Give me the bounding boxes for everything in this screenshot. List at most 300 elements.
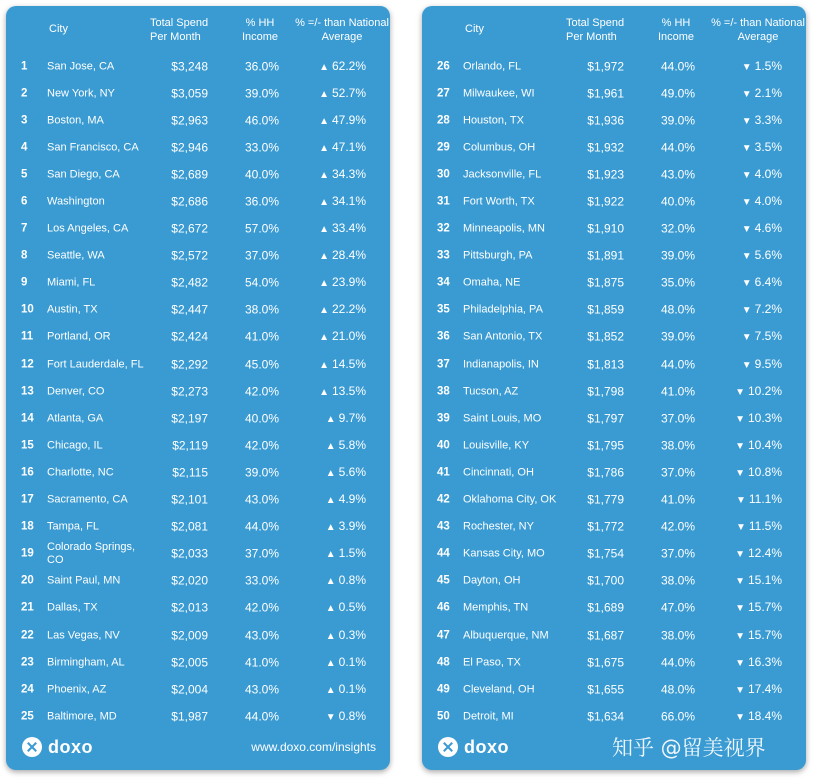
national-average-cell	[712, 439, 782, 453]
table-row	[422, 243, 806, 270]
national-average-cell	[296, 574, 366, 588]
income-cell: 40.0%	[244, 411, 279, 426]
spend-cell: $1,634	[587, 709, 624, 724]
average-value: 11.5%	[748, 519, 782, 534]
table-body	[6, 53, 390, 730]
city-cell: Phoenix, AZ	[47, 683, 107, 696]
city-cell: Rochester, NY	[463, 520, 534, 533]
rank-cell: 13	[21, 385, 34, 398]
rank-cell: 23	[21, 656, 34, 669]
table-row	[6, 541, 390, 568]
triangle-down-icon: ▼	[741, 115, 752, 127]
spend-cell: $1,779	[587, 492, 624, 507]
average-value: 0.8%	[338, 573, 366, 588]
table-body	[422, 53, 806, 730]
rank-cell: 20	[21, 574, 34, 587]
rank-cell: 22	[21, 629, 34, 642]
income-cell: 35.0%	[660, 275, 695, 290]
spend-cell: $2,482	[171, 275, 208, 290]
rank-cell: 34	[437, 276, 450, 289]
city-cell: Detroit, MI	[463, 710, 514, 723]
city-cell: Miami, FL	[47, 276, 96, 289]
national-average-cell	[712, 520, 782, 534]
national-average-cell	[712, 683, 782, 697]
average-value: 34.1%	[331, 194, 366, 209]
city-cell: Fort Worth, TX	[463, 195, 535, 208]
average-value: 0.1%	[338, 681, 366, 696]
rank-cell: 10	[21, 303, 34, 316]
income-cell: 48.0%	[660, 302, 695, 317]
national-average-cell	[296, 195, 366, 209]
city-cell: Portland, OR	[47, 330, 111, 343]
table-row	[422, 161, 806, 188]
rank-cell: 46	[437, 601, 450, 614]
rank-cell: 25	[21, 710, 34, 723]
average-value: 3.3%	[754, 112, 782, 127]
income-cell: 37.0%	[660, 465, 695, 480]
average-value: 4.0%	[754, 194, 782, 209]
table-row	[6, 216, 390, 243]
national-average-cell	[712, 330, 782, 344]
triangle-down-icon: ▼	[325, 711, 336, 723]
income-cell: 42.0%	[660, 519, 695, 534]
average-value: 52.7%	[331, 85, 366, 100]
triangle-down-icon: ▼	[741, 197, 752, 209]
header-city: City	[49, 23, 68, 35]
income-cell: 39.0%	[244, 465, 279, 480]
spend-cell: $1,786	[587, 465, 624, 480]
rank-cell: 42	[437, 493, 450, 506]
spend-cell: $2,119	[172, 438, 208, 453]
average-value: 9.7%	[338, 410, 366, 425]
average-value: 12.4%	[747, 546, 782, 561]
average-value: 10.2%	[747, 383, 782, 398]
national-average-cell	[296, 358, 366, 372]
city-cell: Baltimore, MD	[47, 710, 117, 723]
income-cell: 48.0%	[660, 682, 695, 697]
spend-cell: $1,972	[587, 59, 624, 74]
rank-cell: 21	[21, 601, 34, 614]
income-cell: 39.0%	[244, 86, 279, 101]
national-average-cell	[296, 493, 366, 507]
national-average-cell	[296, 466, 366, 480]
city-cell: Cincinnati, OH	[463, 466, 534, 479]
triangle-up-icon: ▲	[319, 386, 329, 398]
national-average-cell	[296, 114, 366, 128]
rank-cell: 12	[21, 358, 34, 371]
spend-cell: $2,197	[171, 411, 208, 426]
national-average-cell	[712, 114, 782, 128]
triangle-up-icon: ▲	[319, 332, 329, 344]
city-cell: Boston, MA	[47, 114, 104, 127]
average-value: 34.3%	[331, 166, 366, 181]
city-cell: San Antonio, TX	[463, 330, 543, 343]
national-average-cell	[296, 412, 366, 426]
triangle-down-icon: ▼	[735, 386, 745, 398]
doxo-logo	[22, 736, 93, 758]
triangle-down-icon: ▼	[735, 413, 745, 425]
national-average-cell	[296, 330, 366, 344]
national-average-cell	[296, 87, 366, 101]
table-row	[422, 405, 806, 432]
triangle-down-icon: ▼	[741, 224, 752, 236]
spend-cell: $2,963	[171, 113, 208, 128]
rank-cell: 17	[21, 493, 34, 506]
rank-cell: 47	[437, 629, 450, 642]
table-row	[6, 243, 390, 270]
average-value: 1.5%	[754, 58, 782, 73]
income-cell: 43.0%	[244, 492, 279, 507]
rank-cell: 27	[437, 87, 450, 100]
rank-cell: 31	[437, 195, 450, 208]
table-row	[6, 53, 390, 80]
city-cell: Saint Paul, MN	[47, 574, 121, 587]
triangle-up-icon: ▲	[325, 603, 336, 615]
table-header	[6, 16, 390, 52]
city-cell: Omaha, NE	[463, 276, 521, 289]
rank-cell: 8	[21, 249, 28, 262]
triangle-up-icon: ▲	[319, 278, 329, 290]
income-cell: 44.0%	[660, 655, 695, 670]
spend-cell: $1,795	[587, 438, 624, 453]
city-cell: San Diego, CA	[47, 168, 120, 181]
income-cell: 43.0%	[244, 682, 279, 697]
income-cell: 42.0%	[244, 438, 279, 453]
spend-cell: $1,798	[587, 384, 624, 399]
city-cell: Pittsburgh, PA	[463, 249, 533, 262]
city-cell: Columbus, OH	[463, 141, 536, 154]
national-average-cell	[296, 683, 366, 697]
national-average-cell	[712, 656, 782, 670]
income-cell: 42.0%	[244, 600, 279, 615]
triangle-up-icon: ▲	[325, 576, 336, 588]
header-national-average: % =/- than National Average	[711, 17, 805, 43]
income-cell: 42.0%	[244, 384, 279, 399]
income-cell: 33.0%	[244, 140, 279, 155]
table-row	[6, 676, 390, 703]
national-average-cell	[712, 412, 782, 426]
city-cell: Dayton, OH	[463, 574, 521, 587]
spend-cell: $2,672	[171, 221, 208, 236]
average-value: 21.0%	[331, 329, 366, 344]
rank-cell: 45	[437, 574, 450, 587]
rank-cell: 26	[437, 60, 450, 73]
national-average-cell	[296, 168, 366, 182]
spend-cell: $1,813	[587, 357, 624, 372]
spend-cell: $1,936	[587, 113, 624, 128]
city-cell: Denver, CO	[47, 385, 105, 398]
spend-cell: $1,932	[587, 140, 624, 155]
city-cell: Las Vegas, NV	[47, 629, 120, 642]
income-cell: 39.0%	[660, 329, 695, 344]
national-average-cell	[712, 195, 782, 209]
header-total-spend: Total Spend Per Month	[566, 17, 625, 43]
city-cell: Chicago, IL	[47, 439, 103, 452]
city-cell: Los Angeles, CA	[47, 222, 129, 235]
triangle-down-icon: ▼	[735, 495, 746, 507]
average-value: 3.5%	[754, 139, 782, 154]
rank-cell: 28	[437, 114, 450, 127]
average-value: 5.8%	[338, 437, 366, 452]
national-average-cell	[296, 629, 366, 643]
table-row	[6, 405, 390, 432]
city-cell: Tampa, FL	[47, 520, 99, 533]
triangle-down-icon: ▼	[741, 305, 752, 317]
average-value: 5.6%	[754, 248, 782, 263]
spend-cell: $2,033	[171, 546, 208, 561]
income-cell: 40.0%	[244, 167, 279, 182]
rank-cell: 39	[437, 412, 450, 425]
spend-cell: $2,273	[171, 384, 208, 399]
triangle-up-icon: ▲	[325, 467, 336, 479]
city-cell: San Jose, CA	[47, 60, 115, 73]
rank-cell: 30	[437, 168, 450, 181]
spend-cell: $2,424	[171, 329, 208, 344]
average-value: 33.4%	[331, 221, 366, 236]
income-cell: 33.0%	[244, 573, 279, 588]
average-value: 13.5%	[331, 383, 366, 398]
rank-cell: 35	[437, 303, 450, 316]
spend-cell: $1,655	[587, 682, 624, 697]
table-row	[6, 351, 390, 378]
rank-cell: 2	[21, 87, 28, 100]
rank-cell: 14	[21, 412, 34, 425]
table-row	[6, 324, 390, 351]
national-average-cell	[296, 656, 366, 670]
average-value: 3.9%	[338, 519, 366, 534]
rank-cell: 40	[437, 439, 450, 452]
city-cell: Sacramento, CA	[47, 493, 128, 506]
rank-cell: 49	[437, 683, 450, 696]
triangle-down-icon: ▼	[741, 278, 752, 290]
average-value: 22.2%	[331, 302, 366, 317]
spend-cell: $2,115	[172, 465, 208, 480]
table-row	[422, 487, 806, 514]
city-cell: Milwaukee, WI	[463, 87, 535, 100]
spend-cell: $2,946	[171, 140, 208, 155]
table-row	[6, 188, 390, 215]
table-row	[422, 324, 806, 351]
rank-cell: 9	[21, 276, 28, 289]
spend-cell: $1,875	[587, 275, 624, 290]
header-hh-income: % HH Income	[657, 17, 695, 43]
national-average-cell	[712, 60, 782, 74]
income-cell: 37.0%	[244, 546, 279, 561]
spend-cell: $2,081	[171, 519, 208, 534]
city-cell: Austin, TX	[47, 303, 98, 316]
table-row	[422, 514, 806, 541]
national-average-cell	[296, 547, 366, 561]
table-row	[422, 378, 806, 405]
income-cell: 32.0%	[660, 221, 695, 236]
table-row	[422, 676, 806, 703]
average-value: 6.4%	[754, 275, 782, 290]
city-cell: Orlando, FL	[463, 60, 522, 73]
table-row	[6, 487, 390, 514]
table-row	[6, 297, 390, 324]
rank-cell: 6	[21, 195, 28, 208]
national-average-cell	[712, 303, 782, 317]
spend-cell: $2,013	[171, 600, 208, 615]
watermark: 知乎 @留美视界	[612, 736, 766, 760]
rank-cell: 7	[21, 222, 28, 235]
income-cell: 38.0%	[660, 438, 695, 453]
triangle-up-icon: ▲	[325, 495, 336, 507]
national-average-cell	[712, 547, 782, 561]
spend-cell: $3,248	[171, 59, 208, 74]
income-cell: 54.0%	[244, 275, 279, 290]
city-cell: Jacksonville, FL	[463, 168, 542, 181]
income-cell: 44.0%	[244, 709, 279, 724]
table-row	[6, 134, 390, 161]
spend-cell: $1,772	[587, 519, 624, 534]
spend-cell: $1,700	[587, 573, 624, 588]
average-value: 18.4%	[747, 708, 782, 723]
rank-cell: 36	[437, 330, 450, 343]
city-cell: Atlanta, GA	[47, 412, 104, 425]
site-url: www.doxo.com/insights	[251, 740, 376, 754]
triangle-up-icon: ▲	[319, 305, 329, 317]
footer	[6, 734, 390, 760]
income-cell: 44.0%	[660, 59, 695, 74]
income-cell: 38.0%	[660, 628, 695, 643]
spend-cell: $2,686	[171, 194, 208, 209]
average-value: 47.9%	[331, 112, 366, 127]
income-cell: 57.0%	[244, 221, 279, 236]
average-value: 16.3%	[747, 654, 782, 669]
national-average-cell	[712, 249, 782, 263]
average-value: 10.4%	[747, 437, 782, 452]
city-cell: Seattle, WA	[47, 249, 105, 262]
triangle-up-icon: ▲	[325, 549, 336, 561]
income-cell: 38.0%	[660, 573, 695, 588]
triangle-down-icon: ▼	[735, 711, 745, 723]
table-row	[6, 432, 390, 459]
ranking-panel-right	[422, 6, 806, 770]
table-row	[6, 568, 390, 595]
rank-cell: 37	[437, 358, 450, 371]
triangle-up-icon: ▲	[319, 88, 329, 100]
average-value: 47.1%	[331, 139, 366, 154]
table-row	[422, 134, 806, 161]
header-total-spend: Total Spend Per Month	[150, 17, 209, 43]
table-row	[422, 432, 806, 459]
spend-cell: $1,754	[587, 546, 624, 561]
income-cell: 37.0%	[244, 248, 279, 263]
triangle-up-icon: ▲	[325, 413, 336, 425]
national-average-cell	[296, 385, 366, 399]
table-row	[6, 703, 390, 730]
triangle-down-icon: ▼	[735, 684, 745, 696]
income-cell: 49.0%	[660, 86, 695, 101]
table-header	[422, 16, 806, 52]
spend-cell: $2,005	[171, 655, 208, 670]
table-row	[422, 351, 806, 378]
income-cell: 47.0%	[660, 600, 695, 615]
triangle-down-icon: ▼	[741, 332, 752, 344]
triangle-up-icon: ▲	[325, 630, 336, 642]
spend-cell: $2,020	[171, 573, 208, 588]
average-value: 15.7%	[747, 600, 782, 615]
city-cell: Cleveland, OH	[463, 683, 535, 696]
header-national-average: % =/- than National Average	[295, 17, 389, 43]
city-cell: El Paso, TX	[463, 656, 521, 669]
triangle-down-icon: ▼	[741, 169, 752, 181]
rank-cell: 1	[21, 60, 28, 73]
spend-cell: $2,292	[171, 357, 208, 372]
rank-cell: 15	[21, 439, 34, 452]
income-cell: 40.0%	[660, 194, 695, 209]
income-cell: 43.0%	[244, 628, 279, 643]
national-average-cell	[712, 466, 782, 480]
spend-cell: $1,689	[587, 600, 624, 615]
average-value: 15.7%	[747, 627, 782, 642]
doxo-logo	[438, 736, 509, 758]
income-cell: 41.0%	[244, 329, 279, 344]
city-cell: Albuquerque, NM	[463, 629, 549, 642]
city-cell: Memphis, TN	[463, 601, 529, 614]
triangle-up-icon: ▲	[325, 657, 336, 669]
average-value: 0.3%	[338, 627, 366, 642]
average-value: 28.4%	[331, 248, 366, 263]
table-row	[6, 270, 390, 297]
income-cell: 36.0%	[244, 59, 279, 74]
national-average-cell	[296, 303, 366, 317]
triangle-down-icon: ▼	[741, 251, 752, 263]
table-row	[6, 161, 390, 188]
table-row	[422, 541, 806, 568]
income-cell: 39.0%	[660, 113, 695, 128]
rank-cell: 41	[437, 466, 450, 479]
table-row	[422, 459, 806, 486]
table-row	[6, 649, 390, 676]
spend-cell: $1,675	[587, 655, 624, 670]
income-cell: 41.0%	[244, 655, 279, 670]
average-value: 4.6%	[754, 221, 782, 236]
income-cell: 45.0%	[244, 357, 279, 372]
national-average-cell	[712, 222, 782, 236]
triangle-down-icon: ▼	[741, 142, 752, 154]
national-average-cell	[712, 601, 782, 615]
header-city: City	[465, 23, 484, 35]
triangle-down-icon: ▼	[741, 61, 752, 73]
average-value: 4.0%	[754, 166, 782, 181]
average-value: 10.8%	[747, 464, 782, 479]
triangle-down-icon: ▼	[735, 549, 745, 561]
table-row	[422, 270, 806, 297]
triangle-up-icon: ▲	[319, 115, 329, 127]
logo-text: doxo	[464, 736, 509, 757]
city-cell: Charlotte, NC	[47, 466, 114, 479]
table-row	[422, 107, 806, 134]
average-value: 4.9%	[338, 492, 366, 507]
triangle-up-icon: ▲	[325, 684, 336, 696]
table-row	[422, 703, 806, 730]
triangle-up-icon: ▲	[319, 224, 329, 236]
income-cell: 41.0%	[660, 384, 695, 399]
rank-cell: 18	[21, 520, 34, 533]
rank-cell: 3	[21, 114, 28, 127]
logo-text: doxo	[48, 736, 93, 757]
spend-cell: $2,004	[171, 682, 208, 697]
table-row	[422, 53, 806, 80]
triangle-down-icon: ▼	[735, 522, 746, 534]
average-value: 1.5%	[338, 546, 366, 561]
national-average-cell	[712, 385, 782, 399]
doxo-x-icon	[438, 737, 458, 757]
average-value: 7.5%	[754, 329, 782, 344]
table-row	[422, 80, 806, 107]
